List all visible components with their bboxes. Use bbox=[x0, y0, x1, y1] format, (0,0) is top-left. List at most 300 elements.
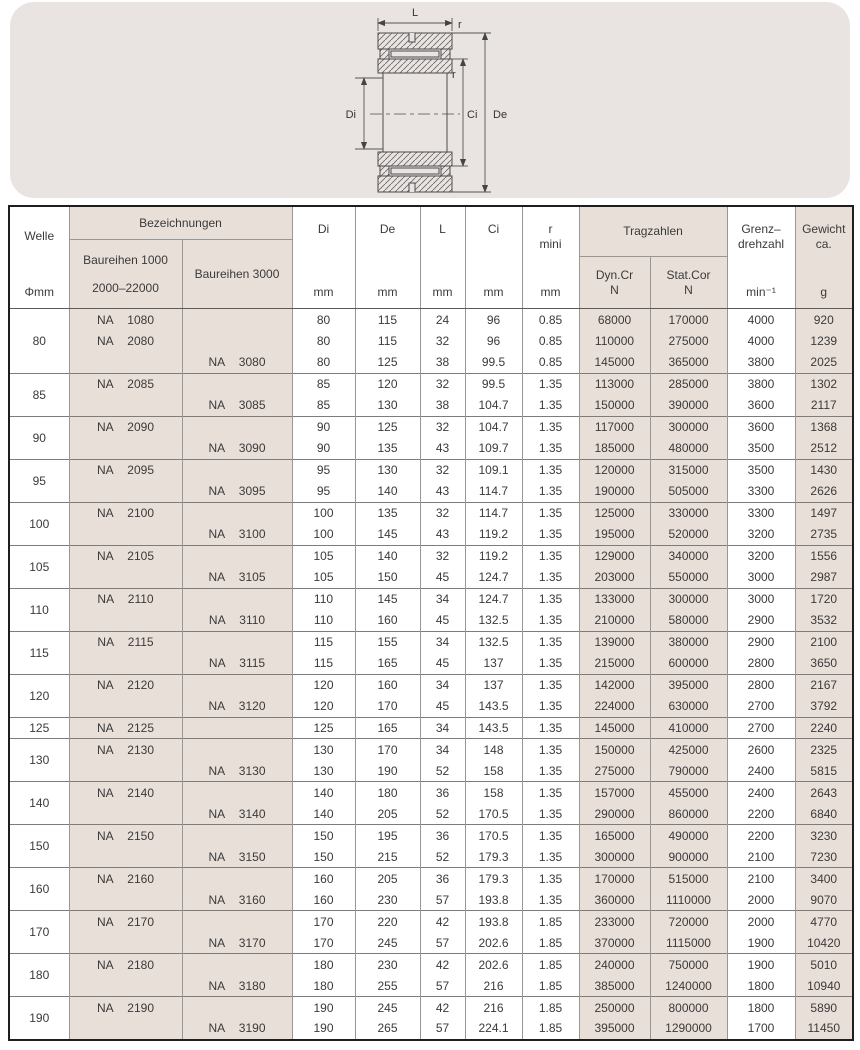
cell-gz: 1900 bbox=[727, 954, 795, 976]
table-row bbox=[9, 932, 853, 954]
cell-r: 1.35 bbox=[522, 653, 579, 675]
cell-ci: 216 bbox=[465, 975, 522, 997]
cell-di: 110 bbox=[292, 588, 355, 610]
cell-b3 bbox=[182, 911, 292, 933]
cell-b3: NA 3150 bbox=[182, 846, 292, 868]
cell-dyn: 370000 bbox=[579, 932, 650, 954]
cell-ci: 148 bbox=[465, 739, 522, 761]
cell-l: 45 bbox=[420, 653, 465, 675]
cell-stat: 790000 bbox=[650, 760, 727, 782]
cell-di: 140 bbox=[292, 803, 355, 825]
cell-dyn: 385000 bbox=[579, 975, 650, 997]
cell-ci: 109.1 bbox=[465, 459, 522, 481]
cell-stat: 580000 bbox=[650, 610, 727, 632]
cell-ci: 99.5 bbox=[465, 373, 522, 395]
dim-label-Ci: Ci bbox=[467, 109, 478, 121]
cell-di: 85 bbox=[292, 373, 355, 395]
cell-l: 52 bbox=[420, 760, 465, 782]
cell-l: 36 bbox=[420, 782, 465, 804]
header-tragzahlen: Tragzahlen bbox=[580, 207, 727, 257]
header-r-label: r bbox=[548, 222, 553, 236]
header-baureihen-1000 bbox=[70, 240, 183, 308]
cell-gz: 1700 bbox=[727, 1018, 795, 1040]
dim-label-De: De bbox=[493, 109, 508, 121]
cell-b1: NA 1080 bbox=[69, 309, 182, 331]
cell-r: 1.35 bbox=[522, 846, 579, 868]
cell-g: 2626 bbox=[795, 481, 853, 503]
cell-welle: 150 bbox=[9, 825, 69, 868]
cell-b1: NA 2115 bbox=[69, 631, 182, 653]
header-baureihen-3000-label: Baureihen 3000 bbox=[194, 267, 280, 281]
cell-stat: 900000 bbox=[650, 846, 727, 868]
cell-b3 bbox=[182, 825, 292, 847]
cell-l: 42 bbox=[420, 911, 465, 933]
cell-r: 1.35 bbox=[522, 588, 579, 610]
cell-r: 1.85 bbox=[522, 997, 579, 1019]
cell-di: 130 bbox=[292, 760, 355, 782]
cell-de: 145 bbox=[355, 588, 420, 610]
cell-dyn: 224000 bbox=[579, 696, 650, 718]
cell-g: 3532 bbox=[795, 610, 853, 632]
cell-g: 5815 bbox=[795, 760, 853, 782]
cell-b3 bbox=[182, 459, 292, 481]
cell-b1: NA 2080 bbox=[69, 330, 182, 352]
cell-welle: 125 bbox=[9, 717, 69, 739]
cell-g: 1302 bbox=[795, 373, 853, 395]
table-row bbox=[9, 653, 853, 675]
cell-gz: 3500 bbox=[727, 459, 795, 481]
header-di bbox=[292, 206, 355, 309]
header-stat-cor bbox=[651, 257, 727, 308]
cell-g: 2735 bbox=[795, 524, 853, 546]
cell-welle: 90 bbox=[9, 416, 69, 459]
cell-gz: 3000 bbox=[727, 567, 795, 589]
cell-l: 24 bbox=[420, 309, 465, 331]
cell-b1: NA 2085 bbox=[69, 373, 182, 395]
table-row bbox=[9, 975, 853, 997]
cell-di: 105 bbox=[292, 567, 355, 589]
cell-r: 1.35 bbox=[522, 803, 579, 825]
cell-di: 125 bbox=[292, 717, 355, 739]
cell-di: 100 bbox=[292, 502, 355, 524]
dimension-De bbox=[452, 33, 507, 192]
header-de-label: De bbox=[379, 222, 396, 236]
table-row bbox=[9, 868, 853, 890]
dim-label-L: L bbox=[411, 7, 419, 19]
cell-r: 1.35 bbox=[522, 502, 579, 524]
cell-dyn: 165000 bbox=[579, 825, 650, 847]
header-grenz-line1: Grenz– bbox=[741, 222, 781, 236]
cell-de: 230 bbox=[355, 889, 420, 911]
cell-b3 bbox=[182, 868, 292, 890]
header-gewicht-unit: g bbox=[820, 285, 828, 299]
cell-ci: 170.5 bbox=[465, 825, 522, 847]
table-row bbox=[9, 481, 853, 503]
header-ci bbox=[465, 206, 522, 309]
cell-ci: 114.7 bbox=[465, 502, 522, 524]
cell-g: 2167 bbox=[795, 674, 853, 696]
header-dyn-cr bbox=[580, 257, 651, 308]
cell-l: 36 bbox=[420, 868, 465, 890]
dimension-r-mid bbox=[452, 69, 456, 81]
header-dyn-cr-label: Dyn.Cr bbox=[595, 267, 634, 282]
header-l bbox=[420, 206, 465, 309]
cell-di: 150 bbox=[292, 825, 355, 847]
header-bezeichnungen-group bbox=[69, 206, 292, 309]
cell-b1: NA 2130 bbox=[69, 739, 182, 761]
cell-stat: 340000 bbox=[650, 545, 727, 567]
dimension-Ci bbox=[452, 59, 477, 166]
header-r-mini bbox=[522, 206, 579, 309]
cell-b1: NA 2105 bbox=[69, 545, 182, 567]
cell-dyn: 139000 bbox=[579, 631, 650, 653]
cell-stat: 1115000 bbox=[650, 932, 727, 954]
cell-l: 45 bbox=[420, 696, 465, 718]
cell-stat: 170000 bbox=[650, 309, 727, 331]
cell-di: 85 bbox=[292, 395, 355, 417]
cell-di: 130 bbox=[292, 739, 355, 761]
cell-di: 150 bbox=[292, 846, 355, 868]
cell-dyn: 117000 bbox=[579, 416, 650, 438]
cell-b3 bbox=[182, 416, 292, 438]
cell-b3 bbox=[182, 674, 292, 696]
cell-gz: 2000 bbox=[727, 911, 795, 933]
cell-b1: NA 2110 bbox=[69, 588, 182, 610]
cell-gz: 2600 bbox=[727, 739, 795, 761]
cell-g: 7230 bbox=[795, 846, 853, 868]
cell-di: 90 bbox=[292, 438, 355, 460]
cell-g: 2117 bbox=[795, 395, 853, 417]
header-r-mini-label: mini bbox=[539, 237, 562, 251]
cell-stat: 600000 bbox=[650, 653, 727, 675]
cell-dyn: 170000 bbox=[579, 868, 650, 890]
header-r-unit: mm bbox=[540, 285, 561, 299]
cell-ci: 137 bbox=[465, 653, 522, 675]
cell-de: 245 bbox=[355, 932, 420, 954]
cell-ci: 109.7 bbox=[465, 438, 522, 460]
table-row bbox=[9, 610, 853, 632]
cell-stat: 750000 bbox=[650, 954, 727, 976]
cell-dyn: 150000 bbox=[579, 739, 650, 761]
cell-l: 32 bbox=[420, 330, 465, 352]
cell-g: 3650 bbox=[795, 653, 853, 675]
cell-b1 bbox=[69, 975, 182, 997]
header-baureihen-1000-line2: 2000–22000 bbox=[92, 281, 159, 295]
header-grenzdrehzahl bbox=[727, 206, 795, 309]
cell-di: 95 bbox=[292, 481, 355, 503]
cell-dyn: 125000 bbox=[579, 502, 650, 524]
table-row bbox=[9, 352, 853, 374]
cell-di: 95 bbox=[292, 459, 355, 481]
cell-l: 32 bbox=[420, 459, 465, 481]
table-row bbox=[9, 760, 853, 782]
cell-g: 2240 bbox=[795, 717, 853, 739]
table-row bbox=[9, 395, 853, 417]
cell-ci: 104.7 bbox=[465, 395, 522, 417]
cell-dyn: 129000 bbox=[579, 545, 650, 567]
cell-g: 10420 bbox=[795, 932, 853, 954]
cell-welle: 120 bbox=[9, 674, 69, 717]
cell-l: 34 bbox=[420, 588, 465, 610]
cell-l: 34 bbox=[420, 739, 465, 761]
cell-ci: 202.6 bbox=[465, 954, 522, 976]
cell-welle: 160 bbox=[9, 868, 69, 911]
cell-dyn: 275000 bbox=[579, 760, 650, 782]
cell-de: 135 bbox=[355, 438, 420, 460]
cell-g: 9070 bbox=[795, 889, 853, 911]
cell-stat: 315000 bbox=[650, 459, 727, 481]
header-welle bbox=[9, 206, 69, 309]
cell-gz: 2200 bbox=[727, 803, 795, 825]
cell-gz: 2400 bbox=[727, 760, 795, 782]
cell-dyn: 360000 bbox=[579, 889, 650, 911]
cell-dyn: 185000 bbox=[579, 438, 650, 460]
cell-gz: 3800 bbox=[727, 373, 795, 395]
cell-stat: 550000 bbox=[650, 567, 727, 589]
cell-dyn: 145000 bbox=[579, 352, 650, 374]
cell-b1: NA 2100 bbox=[69, 502, 182, 524]
cell-gz: 1900 bbox=[727, 932, 795, 954]
cell-dyn: 233000 bbox=[579, 911, 650, 933]
cell-de: 165 bbox=[355, 653, 420, 675]
cell-l: 38 bbox=[420, 352, 465, 374]
cell-ci: 124.7 bbox=[465, 588, 522, 610]
cell-ci: 143.5 bbox=[465, 696, 522, 718]
cell-de: 115 bbox=[355, 309, 420, 331]
cell-di: 115 bbox=[292, 653, 355, 675]
cell-b1 bbox=[69, 567, 182, 589]
cell-l: 42 bbox=[420, 954, 465, 976]
cell-b1 bbox=[69, 1018, 182, 1040]
cell-di: 100 bbox=[292, 524, 355, 546]
cell-b1: NA 2095 bbox=[69, 459, 182, 481]
cell-r: 1.35 bbox=[522, 760, 579, 782]
cell-dyn: 290000 bbox=[579, 803, 650, 825]
cell-ci: 179.3 bbox=[465, 846, 522, 868]
table-row bbox=[9, 416, 853, 438]
cell-b3 bbox=[182, 631, 292, 653]
cell-b1: NA 2090 bbox=[69, 416, 182, 438]
cell-stat: 505000 bbox=[650, 481, 727, 503]
cell-b1: NA 2140 bbox=[69, 782, 182, 804]
cell-r: 1.35 bbox=[522, 717, 579, 739]
cell-l: 34 bbox=[420, 631, 465, 653]
cell-dyn: 240000 bbox=[579, 954, 650, 976]
header-gewicht-line1: Gewicht bbox=[802, 222, 846, 236]
cell-ci: 119.2 bbox=[465, 545, 522, 567]
cell-gz: 2800 bbox=[727, 653, 795, 675]
cell-ci: 99.5 bbox=[465, 352, 522, 374]
cell-b1 bbox=[69, 932, 182, 954]
cell-g: 5010 bbox=[795, 954, 853, 976]
cell-stat: 515000 bbox=[650, 868, 727, 890]
cell-b3: NA 3115 bbox=[182, 653, 292, 675]
cell-dyn: 142000 bbox=[579, 674, 650, 696]
cell-de: 220 bbox=[355, 911, 420, 933]
cell-g: 2325 bbox=[795, 739, 853, 761]
cell-g: 3230 bbox=[795, 825, 853, 847]
cell-b1: NA 2170 bbox=[69, 911, 182, 933]
cell-b3: NA 3090 bbox=[182, 438, 292, 460]
cell-gz: 2100 bbox=[727, 846, 795, 868]
cell-gz: 3200 bbox=[727, 524, 795, 546]
table-row bbox=[9, 997, 853, 1019]
cell-ci: 202.6 bbox=[465, 932, 522, 954]
cell-stat: 395000 bbox=[650, 674, 727, 696]
cell-b1: NA 2160 bbox=[69, 868, 182, 890]
header-l-unit: mm bbox=[432, 285, 453, 299]
cell-welle: 85 bbox=[9, 373, 69, 416]
table-row bbox=[9, 330, 853, 352]
cell-b1: NA 2120 bbox=[69, 674, 182, 696]
cell-b3 bbox=[182, 309, 292, 331]
cell-dyn: 190000 bbox=[579, 481, 650, 503]
cell-de: 130 bbox=[355, 459, 420, 481]
cell-l: 52 bbox=[420, 846, 465, 868]
cell-l: 57 bbox=[420, 932, 465, 954]
cell-welle: 105 bbox=[9, 545, 69, 588]
cell-gz: 2700 bbox=[727, 696, 795, 718]
cell-stat: 480000 bbox=[650, 438, 727, 460]
cell-g: 1556 bbox=[795, 545, 853, 567]
cell-l: 32 bbox=[420, 373, 465, 395]
table-row bbox=[9, 954, 853, 976]
cell-b3 bbox=[182, 330, 292, 352]
cell-ci: 96 bbox=[465, 309, 522, 331]
cell-b3 bbox=[182, 545, 292, 567]
cell-ci: 216 bbox=[465, 997, 522, 1019]
header-baureihen-1000-line1: Baureihen 1000 bbox=[83, 253, 168, 267]
cell-de: 160 bbox=[355, 674, 420, 696]
cell-di: 140 bbox=[292, 782, 355, 804]
header-baureihen-3000 bbox=[183, 240, 292, 308]
cell-r: 1.35 bbox=[522, 481, 579, 503]
cell-stat: 365000 bbox=[650, 352, 727, 374]
cell-ci: 132.5 bbox=[465, 631, 522, 653]
cell-dyn: 250000 bbox=[579, 997, 650, 1019]
cell-l: 34 bbox=[420, 717, 465, 739]
cell-b1 bbox=[69, 352, 182, 374]
cell-b3: NA 3160 bbox=[182, 889, 292, 911]
cell-g: 11450 bbox=[795, 1018, 853, 1040]
cell-ci: 193.8 bbox=[465, 889, 522, 911]
cell-gz: 2000 bbox=[727, 889, 795, 911]
cell-gz: 2100 bbox=[727, 868, 795, 890]
cell-di: 115 bbox=[292, 631, 355, 653]
cell-dyn: 300000 bbox=[579, 846, 650, 868]
cell-r: 1.35 bbox=[522, 631, 579, 653]
cell-dyn: 110000 bbox=[579, 330, 650, 352]
cell-ci: 170.5 bbox=[465, 803, 522, 825]
cell-g: 1720 bbox=[795, 588, 853, 610]
table-row bbox=[9, 524, 853, 546]
table-row bbox=[9, 739, 853, 761]
dim-label-Di: Di bbox=[345, 109, 356, 121]
cell-r: 1.35 bbox=[522, 889, 579, 911]
cell-stat: 455000 bbox=[650, 782, 727, 804]
cell-de: 245 bbox=[355, 997, 420, 1019]
cell-gz: 2200 bbox=[727, 825, 795, 847]
table-row bbox=[9, 373, 853, 395]
cell-b3 bbox=[182, 782, 292, 804]
cell-r: 1.35 bbox=[522, 825, 579, 847]
table-row bbox=[9, 889, 853, 911]
header-tragzahlen-group bbox=[579, 206, 727, 309]
cell-b1 bbox=[69, 524, 182, 546]
cell-di: 180 bbox=[292, 975, 355, 997]
cell-b3 bbox=[182, 717, 292, 739]
cell-ci: 119.2 bbox=[465, 524, 522, 546]
header-ci-label: Ci bbox=[487, 222, 500, 236]
header-grenz-line2: drehzahl bbox=[738, 237, 785, 251]
cell-gz: 3600 bbox=[727, 395, 795, 417]
cell-l: 36 bbox=[420, 825, 465, 847]
cell-g: 10940 bbox=[795, 975, 853, 997]
header-dyn-cr-unit: N bbox=[610, 282, 619, 297]
cell-b3: NA 3130 bbox=[182, 760, 292, 782]
cell-r: 0.85 bbox=[522, 330, 579, 352]
cell-de: 160 bbox=[355, 610, 420, 632]
bearing-cross-section-diagram bbox=[325, 4, 615, 200]
cell-r: 1.35 bbox=[522, 782, 579, 804]
cell-g: 2512 bbox=[795, 438, 853, 460]
cell-de: 215 bbox=[355, 846, 420, 868]
cell-gz: 2400 bbox=[727, 782, 795, 804]
dimension-Di bbox=[346, 78, 383, 149]
cell-l: 57 bbox=[420, 975, 465, 997]
cell-de: 190 bbox=[355, 760, 420, 782]
cell-l: 32 bbox=[420, 502, 465, 524]
cell-di: 170 bbox=[292, 911, 355, 933]
cell-de: 130 bbox=[355, 395, 420, 417]
cell-l: 32 bbox=[420, 545, 465, 567]
cell-ci: 158 bbox=[465, 760, 522, 782]
cell-l: 32 bbox=[420, 416, 465, 438]
cell-b1 bbox=[69, 889, 182, 911]
cell-gz: 4000 bbox=[727, 309, 795, 331]
table-row bbox=[9, 631, 853, 653]
cell-ci: 193.8 bbox=[465, 911, 522, 933]
cell-b3: NA 3180 bbox=[182, 975, 292, 997]
cell-welle: 80 bbox=[9, 309, 69, 374]
cell-r: 1.35 bbox=[522, 373, 579, 395]
cell-di: 90 bbox=[292, 416, 355, 438]
table-row bbox=[9, 696, 853, 718]
cell-dyn: 157000 bbox=[579, 782, 650, 804]
cell-g: 3792 bbox=[795, 696, 853, 718]
cell-b3: NA 3100 bbox=[182, 524, 292, 546]
cell-ci: 179.3 bbox=[465, 868, 522, 890]
cell-r: 1.85 bbox=[522, 954, 579, 976]
table-row bbox=[9, 825, 853, 847]
cell-stat: 330000 bbox=[650, 502, 727, 524]
cell-de: 125 bbox=[355, 416, 420, 438]
cell-g: 1368 bbox=[795, 416, 853, 438]
cell-b1: NA 2150 bbox=[69, 825, 182, 847]
cell-g: 4770 bbox=[795, 911, 853, 933]
cell-g: 1497 bbox=[795, 502, 853, 524]
cell-r: 1.35 bbox=[522, 545, 579, 567]
cell-r: 1.35 bbox=[522, 524, 579, 546]
cell-dyn: 195000 bbox=[579, 524, 650, 546]
cell-g: 2643 bbox=[795, 782, 853, 804]
cell-dyn: 215000 bbox=[579, 653, 650, 675]
cell-di: 120 bbox=[292, 696, 355, 718]
cell-r: 0.85 bbox=[522, 309, 579, 331]
cell-welle: 95 bbox=[9, 459, 69, 502]
bearing-spec-table bbox=[8, 205, 854, 1041]
cell-de: 165 bbox=[355, 717, 420, 739]
